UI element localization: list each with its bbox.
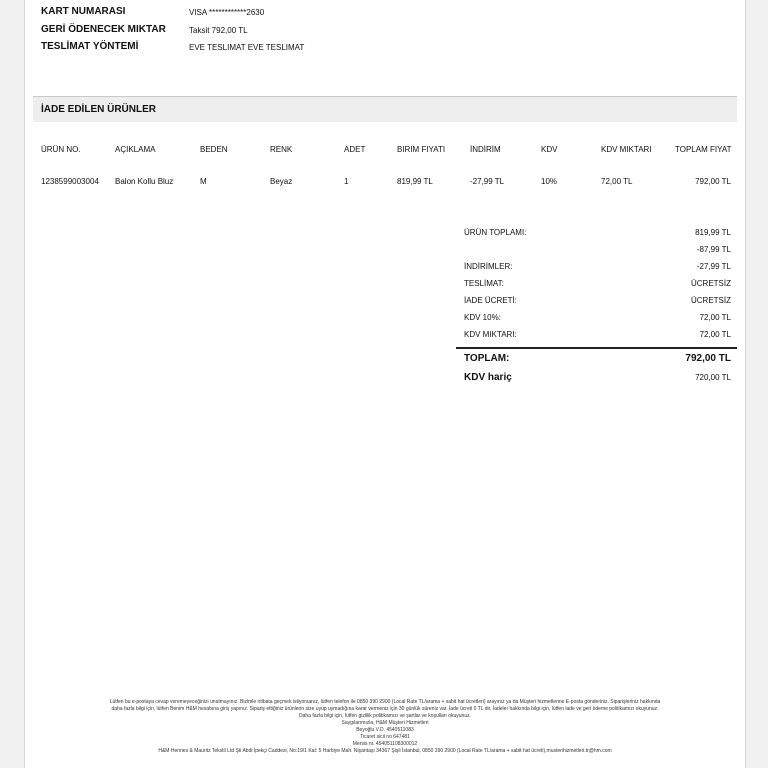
total-divider <box>456 347 737 349</box>
footer-line: Ticaret sicil no 647481 <box>360 734 410 740</box>
card-number-value: VISA ************2630 <box>189 8 265 17</box>
product-total-label: ÜRÜN TOPLAMI: <box>464 228 527 237</box>
col-header-discount: İNDİRİM <box>470 145 501 154</box>
delivery-method-label: TESLİMAT YÖNTEMİ <box>41 41 139 52</box>
document-page <box>24 0 746 768</box>
footer-line: Mersis nr. 454051108300012 <box>352 741 418 747</box>
product-total-value: 819,99 TL <box>695 228 731 237</box>
excl-vat-value: 720,00 TL <box>695 373 731 382</box>
footer-line: Daha fazla bilgi için, lütfen gizlilik politikamızı ve şartlar ve koşulları okuyunuz. <box>298 713 472 719</box>
refund-amount-label: GERİ ÖDENECEK MIKTAR <box>41 24 166 35</box>
returned-items-header <box>33 96 737 122</box>
col-header-total-price: TOPLAM FIYAT <box>675 145 732 154</box>
return-fee-value: ÜCRETSİZ <box>691 296 731 305</box>
vat-amount-value: 72,00 TL <box>699 330 731 339</box>
vat-rate-value: 72,00 TL <box>699 313 731 322</box>
cell-color: Beyaz <box>270 177 293 186</box>
delivery-fee-value: ÜCRETSİZ <box>691 279 731 288</box>
adjustment-value: -87,99 TL <box>696 245 731 254</box>
footer-line: Saygılarımızla, H&M Müşteri Hizmetleri <box>341 720 429 726</box>
return-fee-label: İADE ÜCRETİ: <box>464 296 517 305</box>
section-title: İADE EDİLEN ÜRÜNLER <box>41 104 157 115</box>
col-header-product-no: ÜRÜN NO. <box>41 145 81 154</box>
cell-vat: 10% <box>541 177 558 186</box>
cell-product-no: 1238599003004 <box>41 177 99 186</box>
discounts-value: -27,99 TL <box>696 262 731 271</box>
col-header-vat: KDV <box>541 145 558 154</box>
footer-line: daha fazla bilgi için, lütfen Benim H&M hesabına giriş yapınız. Sipariş ettiğiniz ürünlerin size uyup uymadığına karar vermeniz için 30 günlük süreniz var. İade ücreti 0 TL dir. İadeler hakkında bilgi için, lütfen iade ve geri ödeme politikamızı okuyunuz. <box>111 706 659 712</box>
footer-line: H&M Hennes & Mauritz Tekstil Ltd Şti Abdi İpekçi Caddesi, No:19/1 Kat: 5 Harbiye Mah. Nişantaşı 34367 Şişli İstanbul, 0850 390 2900 (Local Rate TL/arama + sabit hat ücreti),musterihizmetleri.tr@hm.com <box>158 748 612 754</box>
footer-line: Beyoğlu V.D. 4540511083 <box>356 727 414 733</box>
delivery-fee-label: TESLİMAT: <box>464 279 504 288</box>
discounts-label: İNDİRİMLER: <box>464 262 513 271</box>
cell-description: Balon Kollu Bluz <box>115 177 174 186</box>
refund-amount-value: Taksit 792,00 TL <box>189 26 248 35</box>
delivery-method-value: EVE TESLIMAT EVE TESLIMAT <box>189 43 305 52</box>
col-header-vat-amount: KDV MIKTARI <box>601 145 652 154</box>
cell-discount: -27,99 TL <box>470 177 505 186</box>
cell-unit-price: 819,99 TL <box>397 177 433 186</box>
col-header-size: BEDEN <box>200 145 228 154</box>
cell-total-price: 792,00 TL <box>695 177 731 186</box>
card-number-label: KART NUMARASI <box>41 6 126 17</box>
vat-amount-label: KDV MIKTARI: <box>464 330 517 339</box>
excl-vat-label: KDV hariç <box>464 372 512 383</box>
grand-total-value: 792,00 TL <box>685 353 731 364</box>
cell-size: M <box>200 177 207 186</box>
col-header-description: AÇIKLAMA <box>115 145 156 154</box>
col-header-unit-price: BIRIM FIYATI <box>397 145 446 154</box>
footer-line: Lütfen bu e-postaya cevap veremeyeceğinizi unutmayınız. Bizimle irtibata geçmek istiyorsanız, lütfen telefon ile 0850 390 2900 (Local Rate TL/arama + sabit hat ücretleri) arayınız ya da Müşteri hizmetlerine E-posta gönderiniz. Siparişleriniz hakkında <box>109 699 661 705</box>
col-header-color: RENK <box>270 145 293 154</box>
cell-quantity: 1 <box>344 177 349 186</box>
grand-total-label: TOPLAM: <box>464 353 510 364</box>
col-header-quantity: ADET <box>344 145 366 154</box>
vat-rate-label: KDV 10%: <box>464 313 501 322</box>
cell-vat-amount: 72,00 TL <box>601 177 633 186</box>
